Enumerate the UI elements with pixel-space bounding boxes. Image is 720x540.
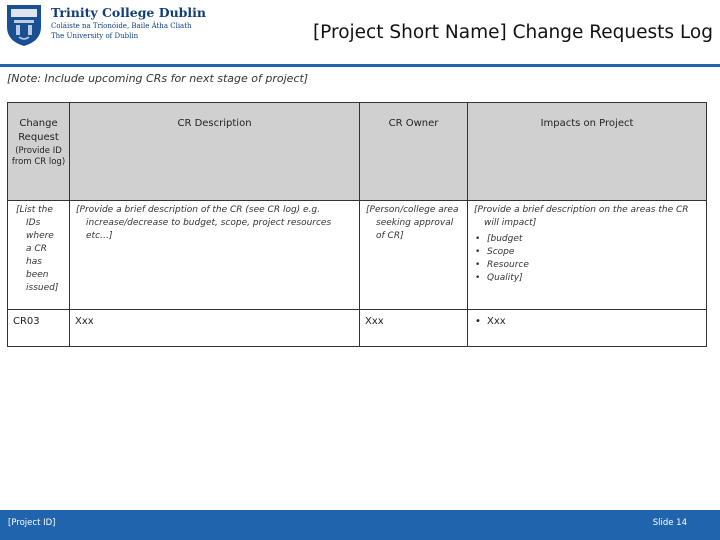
table-cell [468,201,707,310]
table-cell [360,310,468,347]
row2-impacts-list [473,316,701,327]
logo-irish-name: Coláiste na Tríonóide, Baile Átha Cliath [51,22,192,30]
header-change-request-label: Change Request [18,118,59,143]
row2-impacts [468,310,706,333]
header-change-request-sub: (Provide ID from CR log) [11,146,66,168]
footer-project-id: [Project ID] [8,518,56,528]
row1-change-request: [List the IDs where a CR has been issued] [16,205,59,294]
list-item: • Xxx [473,316,701,327]
header-cr-owner-label: CR Owner [388,118,439,129]
header-cr-owner [360,103,468,201]
footer-slide-number: Slide 14 [652,518,687,528]
header-impacts-label: Impacts on Project [540,118,634,129]
row1-impacts-list [473,233,701,285]
list-item: • [budget [473,233,701,246]
list-item: • Quality] [473,272,701,285]
table-cell [468,310,707,347]
table-cell [360,201,468,310]
row2-cr-description: Xxx [75,316,94,327]
table-cell [8,310,70,347]
list-item: • Resource [473,259,701,272]
header-cr-description [70,103,360,201]
title-divider [0,64,720,67]
logo-name: Trinity College Dublin [51,5,206,20]
header-cr-description-label: CR Description [177,118,252,129]
table-cell [8,201,70,310]
slide-title: [Project Short Name] Change Requests Log [312,22,713,43]
row1-cr-owner: [Person/college area seeking approval of CR] [366,205,459,242]
header-impacts [468,103,707,201]
list-item: • Scope [473,246,701,259]
table-cell [70,310,360,347]
header-change-request [8,103,70,201]
table-row [8,201,707,310]
table-header-row [8,103,707,201]
table-cell [70,201,360,310]
note-text: [Note: Include upcoming CRs for next stage of project] [7,72,309,85]
row1-impacts-list-wrap [468,233,706,288]
row1-cr-description: [Provide a brief description of the CR (see CR log) e.g. increase/decrease to budget, scope, project resources etc…] [76,205,332,242]
row2-change-request: CR03 [13,316,40,327]
logo-university: The University of Dublin [51,32,139,40]
row2-cr-owner: Xxx [365,316,384,327]
footer-bar [0,510,720,540]
university-crest-icon [5,3,43,47]
tcd-logo [5,3,206,49]
row1-impacts-intro: [Provide a brief description on the areas the CR will impact] [474,205,689,229]
change-requests-table [7,102,707,347]
table-row [8,310,707,347]
